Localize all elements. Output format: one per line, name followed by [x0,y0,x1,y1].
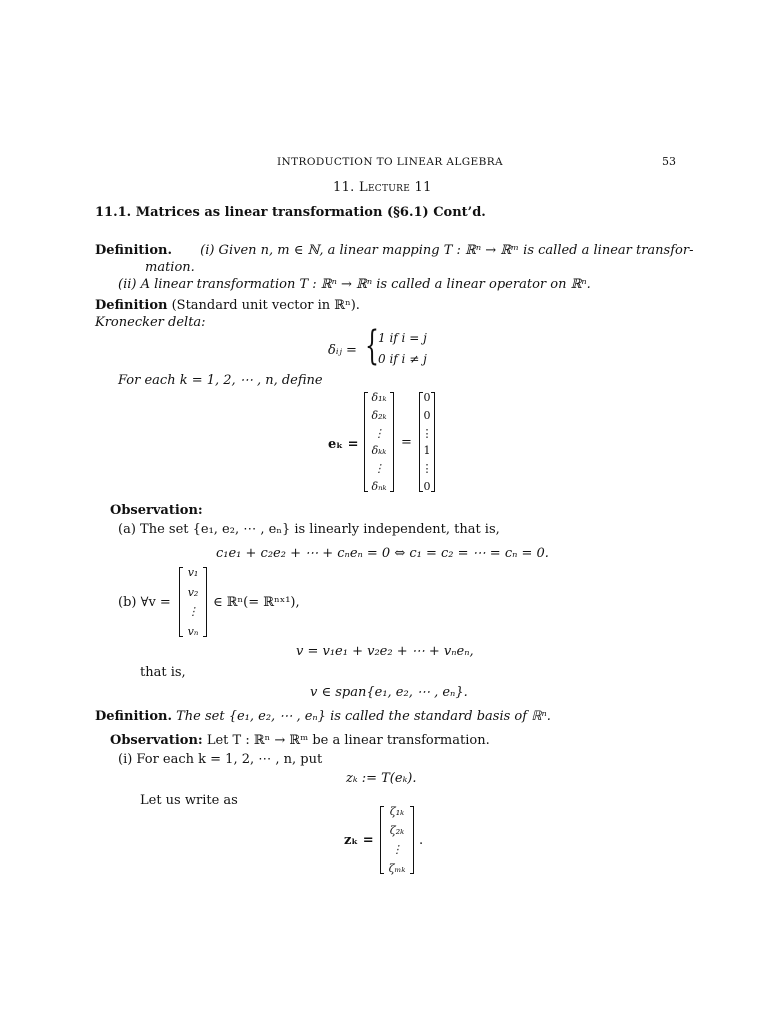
v-vector [179,567,207,637]
ek-symbolic-vector [364,392,394,492]
observation-b-tail: ∈ ℝⁿ(= ℝⁿˣ¹), [213,595,300,610]
zk-lhs: zₖ = [344,833,374,848]
vector-entry: 1 [423,444,431,458]
equals-sign: = [401,435,412,450]
vector-entry: ⋮ [373,462,385,476]
vector-entry: δ₂ₖ [371,408,387,422]
definition-linear-transformation [95,243,693,258]
page-number: 53 [662,155,676,168]
vector-entry: ⋮ [391,843,403,856]
vector-entry: 0 [423,408,431,422]
vector-entry: δₙₖ [371,479,387,493]
vector-entry: ⋮ [187,605,199,619]
zk-period: . [419,833,424,848]
vector-entry: ζₘₖ [388,862,406,875]
definition-item-i-continuation: mation. [145,260,195,275]
definition-text: The set {e₁, e₂, ⋯ , eₙ} is called the standard basis of ℝⁿ. [176,709,551,724]
vector-entry: ζ₁ₖ [389,805,405,818]
vector-entry: ζ₂ₖ [389,824,405,837]
left-brace: { [365,323,379,369]
write-as-text: Let us write as [140,793,238,808]
that-is-text: that is, [140,665,186,680]
definition-label: Definition. [95,243,172,258]
definition-title: (Standard unit vector in ℝⁿ). [171,298,360,313]
observation-label: Observation: [110,733,203,748]
span-formula: v ∈ span{e₁, e₂, ⋯ , eₙ}. [310,685,468,700]
vector-entry: δₖₖ [371,444,387,458]
vector-entry: δ₁ₖ [371,391,387,404]
observation-label: Observation: [110,503,203,518]
running-title: INTRODUCTION TO LINEAR ALGEBRA [277,156,503,168]
delta-lhs: δᵢⱼ = [328,343,357,358]
for-each-define: For each k = 1, 2, ⋯ , n, define [118,373,323,388]
subsection-title-text: 11.1. Matrices as linear transformation (§6.1) Cont’d. [95,205,486,220]
definition-label: Definition. [95,709,172,724]
definition-item-i: (i) Given n, m ∈ ℕ, a linear mapping T : ℝⁿ → ℝᵐ is called a linear transfor- [200,243,694,258]
vector-entry: v₂ [187,585,199,599]
vector-entry: 0 [423,391,431,404]
vector-entry: v₁ [187,566,199,579]
delta-case-not-equal: 0 if i ≠ j [378,352,427,366]
subsection-title [95,205,486,220]
v-expansion-formula: v = v₁e₁ + v₂e₂ + ⋯ + vₙeₙ, [296,644,474,659]
definition-item-ii: (ii) A linear transformation T : ℝⁿ → ℝⁿ is called a linear operator on ℝⁿ. [118,277,591,292]
observation-b-label: (b) ∀v = [118,595,171,610]
ek-lhs: eₖ = [328,437,359,452]
definition-standard-unit-vector [95,298,360,313]
definition-label: Definition [95,298,168,313]
observation-a-text: (a) The set {e₁, e₂, ⋯ , eₙ} is linearly independent, that is, [118,522,500,537]
zk-vector [380,806,414,874]
delta-case-equal: 1 if i = j [378,331,427,345]
kronecker-label: Kronecker delta: [95,315,206,330]
vector-entry: ⋮ [373,426,385,440]
vector-entry: vₙ [187,624,199,638]
observation-text: Let T : ℝⁿ → ℝᵐ be a linear transformation. [206,733,490,748]
vector-entry: ⋮ [421,426,433,440]
linear-independence-formula: c₁e₁ + c₂e₂ + ⋯ + cₙeₙ = 0 ⇔ c₁ = c₂ = ⋯ = cₙ = 0. [216,546,549,561]
definition-standard-basis [95,709,551,724]
vector-entry: 0 [423,479,431,493]
observation-i-text: (i) For each k = 1, 2, ⋯ , n, put [118,752,323,767]
ek-numeric-vector [419,392,435,492]
zk-definition: zₖ := T(eₖ). [346,771,417,786]
vector-entry: ⋮ [421,462,433,476]
section-title: 11. Lecture 11 [333,180,432,195]
observation-linear-transformation [110,733,490,748]
